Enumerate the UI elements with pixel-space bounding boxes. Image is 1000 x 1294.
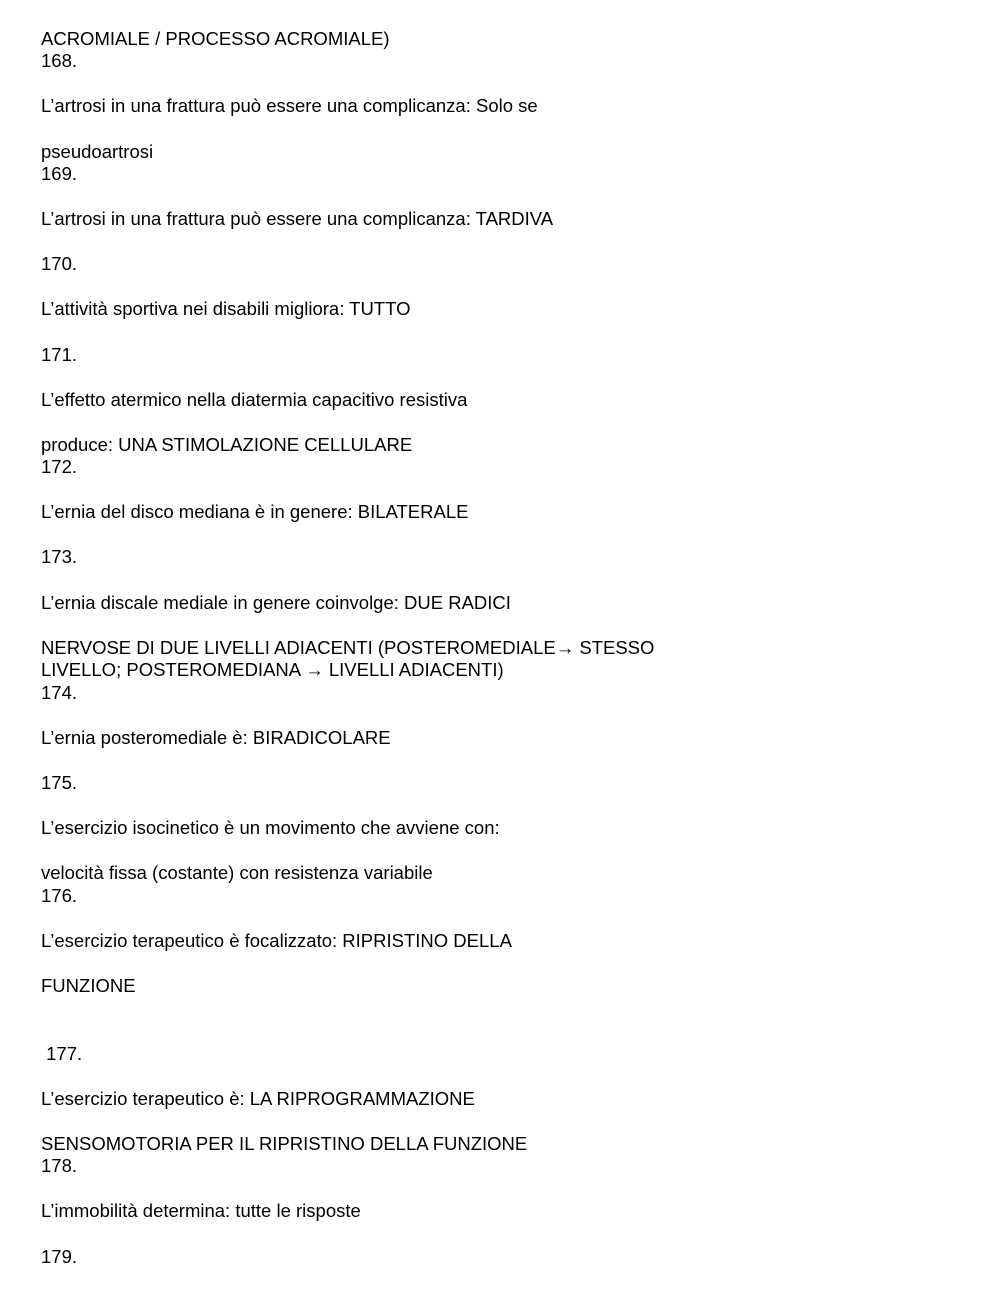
- text-line: L’esercizio isocinetico è un movimento che avviene con:: [41, 817, 500, 838]
- question-number: 179.: [41, 1246, 78, 1267]
- question-number: 176.: [41, 885, 78, 906]
- question-number: 170.: [41, 253, 78, 274]
- text-line: L’ernia del disco mediana è in genere: BILATERALE: [41, 501, 469, 522]
- text-line: L’attività sportiva nei disabili migliora: TUTTO: [41, 298, 411, 319]
- text-line: L’artrosi in una frattura può essere una complicanza: TARDIVA: [41, 208, 554, 229]
- text-line: L’immobilità determina: tutte le risposte: [41, 1200, 361, 1221]
- text-line: L’ernia discale mediale in genere coinvolge: DUE RADICI: [41, 592, 511, 613]
- question-number: 173.: [41, 546, 78, 567]
- question-number: 174.: [41, 682, 78, 703]
- text-line: L’esercizio terapeutico è focalizzato: RIPRISTINO DELLA: [41, 930, 512, 951]
- text-line: L’esercizio terapeutico è: LA RIPROGRAMMAZIONE: [41, 1088, 475, 1109]
- text-line: produce: UNA STIMOLAZIONE CELLULARE: [41, 434, 413, 455]
- text-line: L’artrosi in una frattura può essere una complicanza: Solo se: [41, 95, 538, 116]
- question-number: 177.: [41, 1043, 83, 1064]
- text-line: LIVELLO; POSTEROMEDIANA → LIVELLI ADIACENTI): [41, 659, 504, 680]
- question-number: 168.: [41, 50, 78, 71]
- question-number: 171.: [41, 344, 78, 365]
- text-line: velocità fissa (costante) con resistenza variabile: [41, 862, 433, 883]
- text-line: FUNZIONE: [41, 975, 136, 996]
- text-line: L’effetto atermico nella diatermia capacitivo resistiva: [41, 389, 468, 410]
- text-line: ACROMIALE / PROCESSO ACROMIALE): [41, 28, 390, 49]
- question-number: 178.: [41, 1155, 78, 1176]
- text-line: L’ernia posteromediale è: BIRADICOLARE: [41, 727, 391, 748]
- question-number: 172.: [41, 456, 78, 477]
- question-number: 175.: [41, 772, 78, 793]
- question-number: 169.: [41, 163, 78, 184]
- text-line: NERVOSE DI DUE LIVELLI ADIACENTI (POSTEROMEDIALE→ STESSO: [41, 637, 655, 658]
- text-line: SENSOMOTORIA PER IL RIPRISTINO DELLA FUNZIONE: [41, 1133, 528, 1154]
- text-line: pseudoartrosi: [41, 141, 154, 162]
